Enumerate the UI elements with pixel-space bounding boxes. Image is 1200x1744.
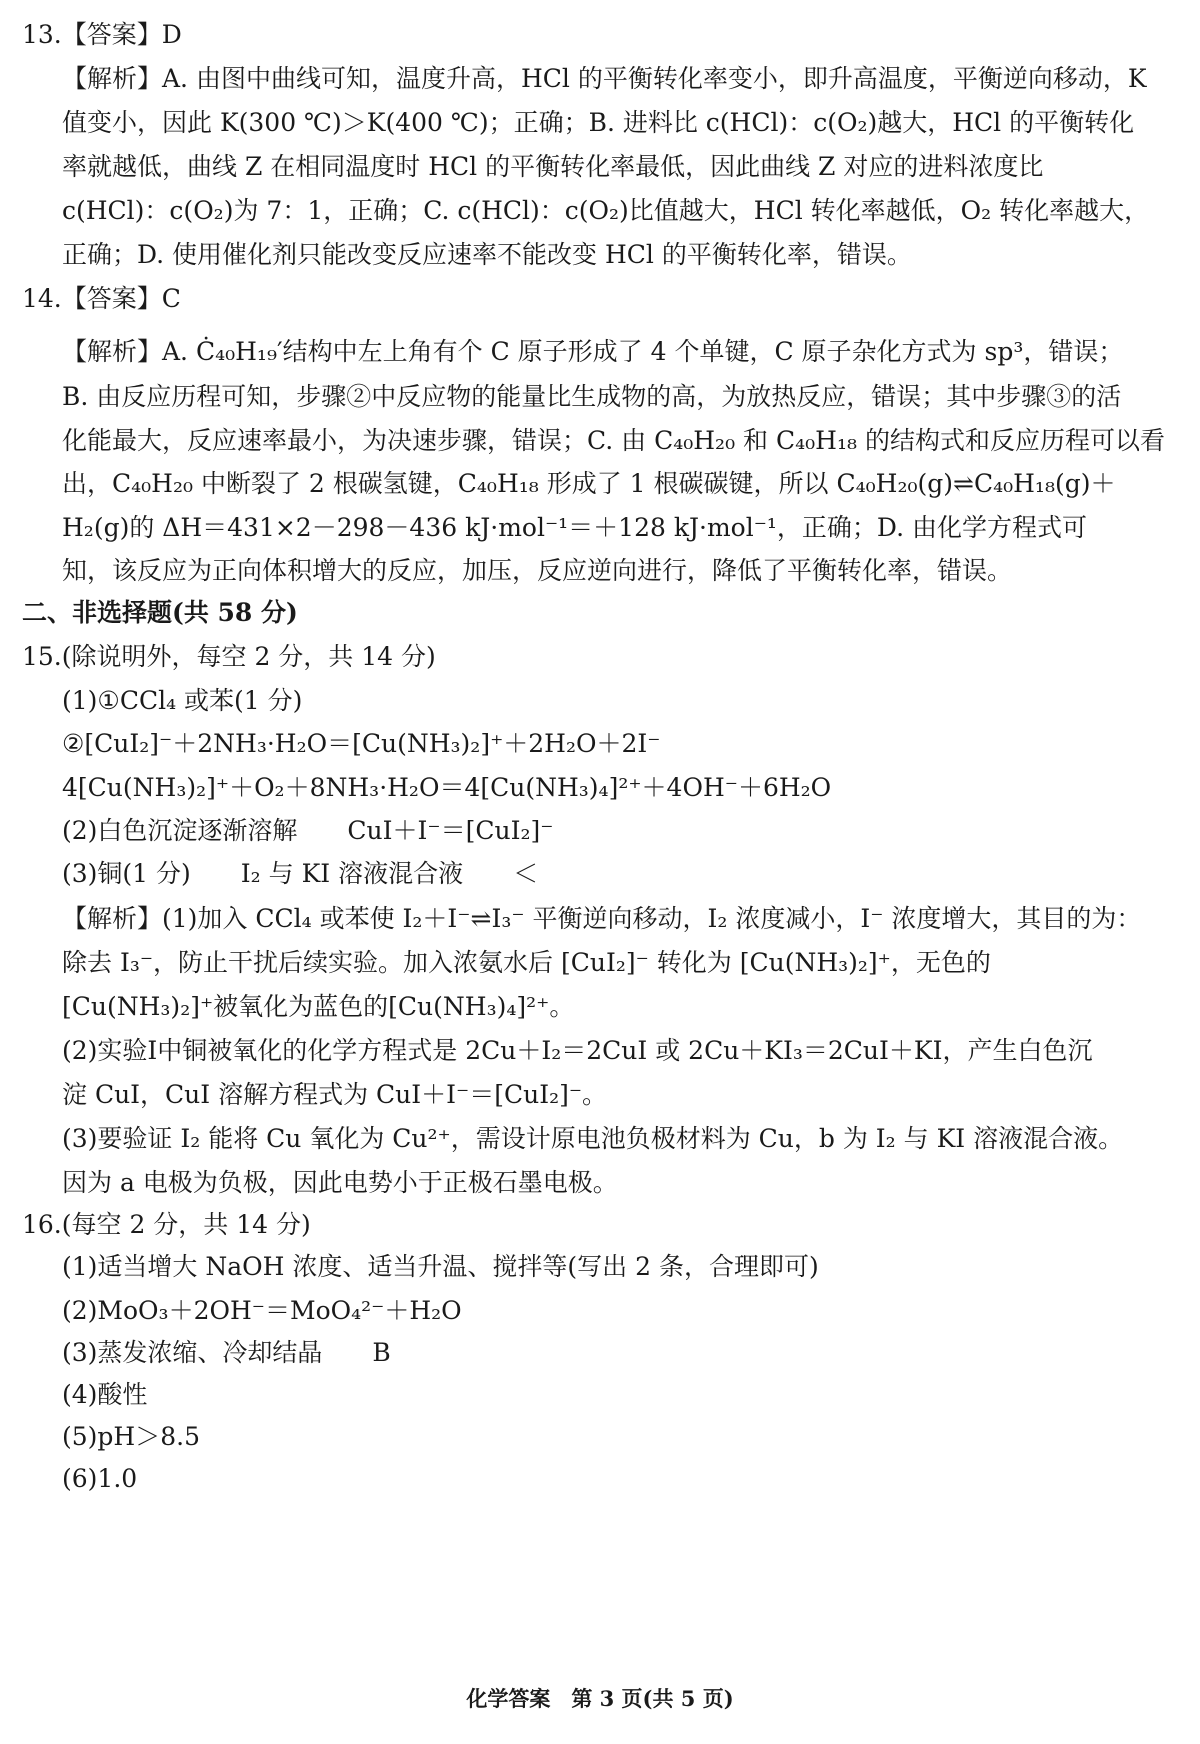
q16-answer-5: (5)pH＞8.5 — [62, 1422, 200, 1451]
q14-analysis-line-5: H₂(g)的 ΔH＝431×2－298－436 kJ·mol⁻¹＝＋128 kJ·mol⁻¹，正确；D. 由化学方程式可 — [62, 513, 1087, 542]
page-footer: 化学答案 第 3 页(共 5 页) — [466, 1686, 734, 1711]
q14-title: 14.【答案】C — [22, 284, 181, 313]
q13-analysis-line-4: c(HCl)：c(O₂)为 7：1，正确；C. c(HCl)：c(O₂)比值越大，HCl 转化率越低，O₂ 转化率越大， — [62, 196, 1150, 225]
q14-analysis-line-1: 【解析】A. Ċ₄₀H₁₉′结构中左上角有个 C 原子形成了 4 个单键，C 原子杂化方式为 sp³，错误； — [62, 337, 1124, 366]
q16-title: 16.(每空 2 分，共 14 分) — [22, 1210, 311, 1239]
q14-analysis-line-3: 化能最大，反应速率最小，为决速步骤，错误；C. 由 C₄₀H₂₀ 和 C₄₀H₁₈ 的结构式和反应历程可以看 — [62, 426, 1165, 455]
q13-analysis-line-3: 率就越低，曲线 Z 在相同温度时 HCl 的平衡转化率最低，因此曲线 Z 对应的进料浓度比 — [62, 152, 1044, 181]
q16-answer-3: (3)蒸发浓缩、冷却结晶 B — [62, 1338, 391, 1367]
q13-analysis-line-5: 正确；D. 使用催化剂只能改变反应速率不能改变 HCl 的平衡转化率，错误。 — [62, 240, 912, 269]
q16-answer-2: (2)MoO₃＋2OH⁻＝MoO₄²⁻＋H₂O — [62, 1296, 462, 1325]
q15-answer-4: (2)白色沉淀逐渐溶解 CuI＋I⁻＝[CuI₂]⁻ — [62, 816, 554, 845]
q14-analysis-line-6: 知，该反应为正向体积增大的反应，加压，反应逆向进行，降低了平衡转化率，错误。 — [62, 556, 1013, 585]
q16-answer-6: (6)1.0 — [62, 1464, 138, 1493]
q15-explanation-3: [Cu(NH₃)₂]⁺被氧化为蓝色的[Cu(NH₃)₄]²⁺。 — [62, 992, 575, 1021]
q14-analysis-line-2: B. 由反应历程可知，步骤②中反应物的能量比生成物的高，为放热反应，错误；其中步骤③的活 — [62, 382, 1122, 411]
q15-explanation-5: 淀 CuI，CuI 溶解方程式为 CuI＋I⁻＝[CuI₂]⁻。 — [62, 1080, 608, 1109]
q14-analysis-line-4: 出，C₄₀H₂₀ 中断裂了 2 根碳氢键，C₄₀H₁₈ 形成了 1 根碳碳键，所以 C₄₀H₂₀(g)⇌C₄₀H₁₈(g)＋ — [62, 469, 1116, 498]
q13-analysis-line-2: 值变小，因此 K(300 ℃)＞K(400 ℃)；正确；B. 进料比 c(HCl)：c(O₂)越大，HCl 的平衡转化 — [62, 108, 1135, 137]
q15-explanation-7: 因为 a 电极为负极，因此电势小于正极石墨电极。 — [62, 1168, 618, 1197]
q16-answer-1: (1)适当增大 NaOH 浓度、适当升温、搅拌等(写出 2 条，合理即可) — [62, 1252, 819, 1281]
q15-explanation-1: 【解析】(1)加入 CCl₄ 或苯使 I₂＋I⁻⇌I₃⁻ 平衡逆向移动，I₂ 浓度减小，I⁻ 浓度增大，其目的为： — [62, 904, 1142, 933]
section-2-heading: 二、非选择题(共 58 分) — [22, 598, 298, 627]
q15-title: 15.(除说明外，每空 2 分，共 14 分) — [22, 642, 436, 671]
q15-explanation-6: (3)要验证 I₂ 能将 Cu 氧化为 Cu²⁺，需设计原电池负极材料为 Cu，b 为 I₂ 与 KI 溶液混合液。 — [62, 1124, 1124, 1153]
q13-title: 13.【答案】D — [22, 20, 182, 49]
q13-analysis-line-1: 【解析】A. 由图中曲线可知，温度升高，HCl 的平衡转化率变小，即升高温度，平衡逆向移动，K — [62, 64, 1147, 93]
q15-answer-2: ②[CuI₂]⁻＋2NH₃·H₂O＝[Cu(NH₃)₂]⁺＋2H₂O＋2I⁻ — [62, 729, 661, 758]
q15-answer-3: 4[Cu(NH₃)₂]⁺＋O₂＋8NH₃·H₂O＝4[Cu(NH₃)₄]²⁺＋4OH⁻＋6H₂O — [62, 773, 832, 802]
q15-explanation-2: 除去 I₃⁻，防止干扰后续实验。加入浓氨水后 [CuI₂]⁻ 转化为 [Cu(NH₃)₂]⁺，无色的 — [62, 948, 991, 977]
q15-answer-5: (3)铜(1 分) I₂ 与 KI 溶液混合液 ＜ — [62, 859, 539, 888]
q16-answer-4: (4)酸性 — [62, 1380, 148, 1409]
q15-answer-1: (1)①CCl₄ 或苯(1 分) — [62, 686, 303, 715]
q15-explanation-4: (2)实验Ⅰ中铜被氧化的化学方程式是 2Cu＋I₂＝2CuI 或 2Cu＋KI₃＝2CuI＋KI，产生白色沉 — [62, 1036, 1093, 1065]
